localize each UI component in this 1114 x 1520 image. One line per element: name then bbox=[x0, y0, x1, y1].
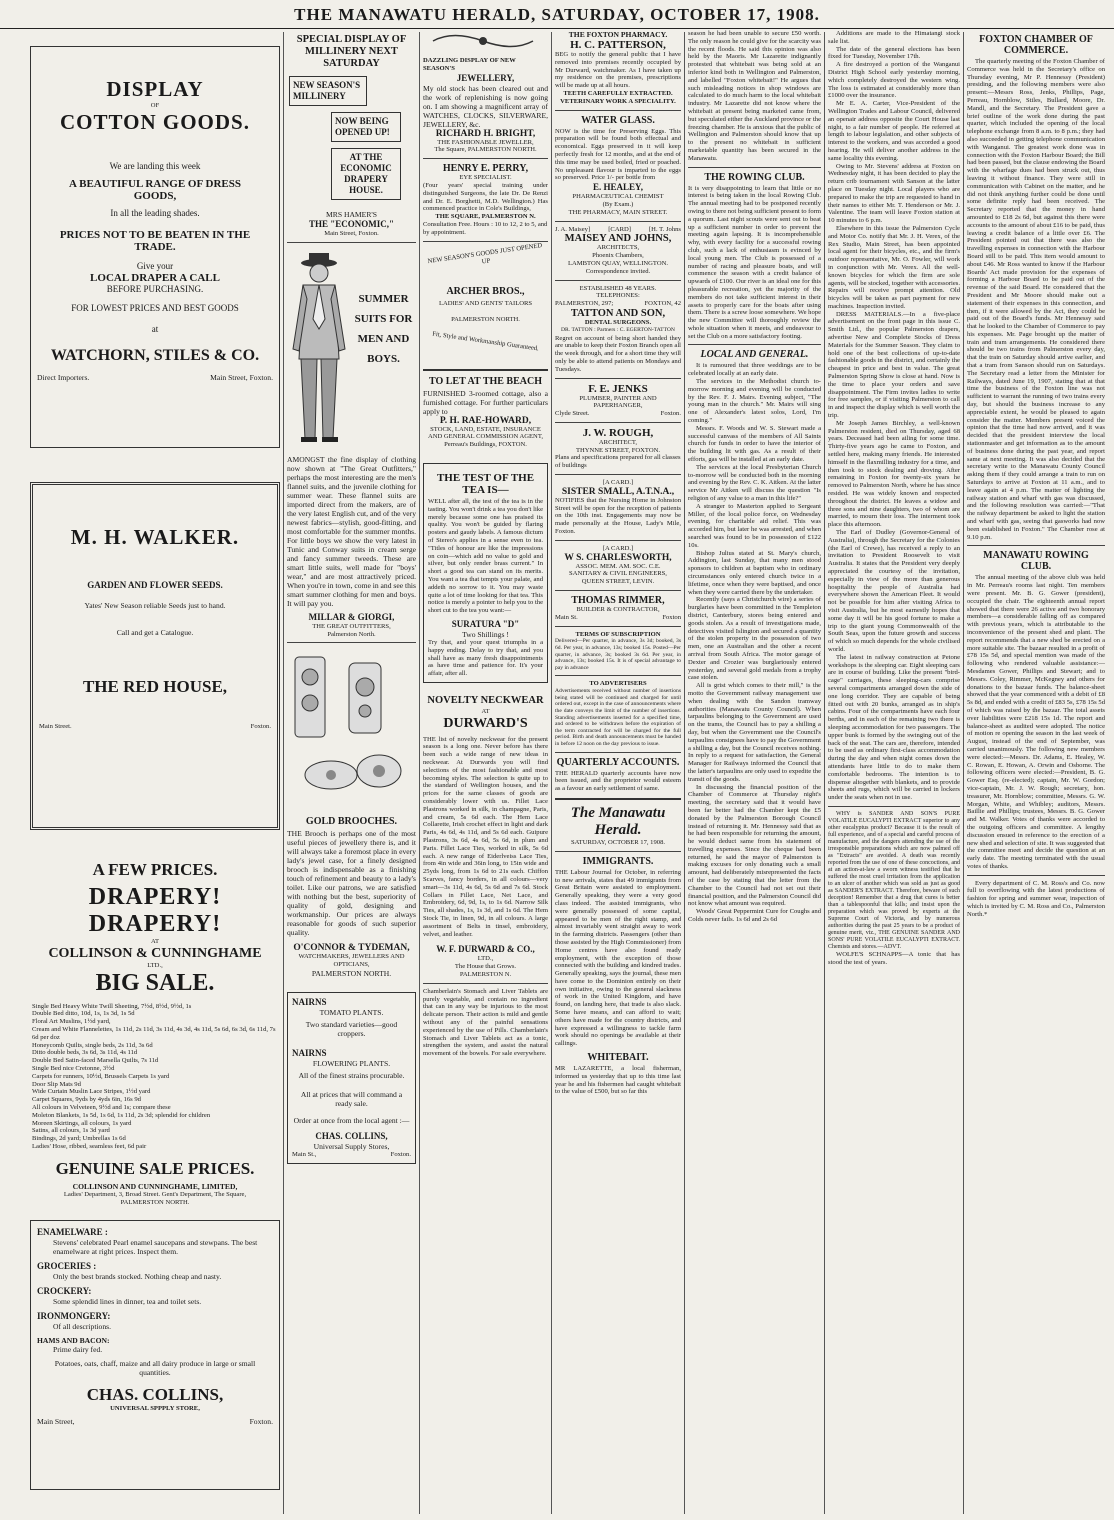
ad-text: Potatoes, oats, chaff, maize and all dairy produce in large or small quantities. bbox=[54, 1359, 256, 1378]
ad-title: JEWELLERY, bbox=[456, 72, 515, 83]
ad-text: STOCK, LAND, ESTATE, INSURANCE AND GENERAL COMMISSION AGENT, bbox=[427, 425, 544, 441]
ad-text: In all the leading shades. bbox=[110, 207, 200, 218]
article-text: The Earl of Dudley (Governor-General of Australia), through the Secretary for the Colonies (the Earl of Crewe), has received a reply to an invitation to President Roosevelt to visit Australia. It states that the President very deeply appreciated the courtesy of the invitation, especially in view of the more than generous hospitality the people of Australia had everywhere shown the American Fleet. It would not be possible for him after visiting Africa to visit Australia, but he most earnestly hopes that some day it will be his good fortune to make a trip to the giant young Commonwealth of the South Seas, upon the future growth and success of which so much depends for the whole civilised world. bbox=[828, 529, 960, 653]
price-list-item: Cream and White Flannelettes, 1s 11d, 2s 11d, 3s 11d, 4s 3d, 4s 11d, 5s 6d, 6s 3d, 6s 11d, 7s 6d per doz bbox=[32, 1025, 276, 1041]
ad-text: AT bbox=[150, 938, 160, 945]
article-text: WHY is SANDER AND SON'S PURE VOLATILE EUCALYPTI EXTRACT superior to any other eucalyptus product? Because it is the result of full experience, and of a special and careful process of manufacture, and the dangers attending the use of the irresponsible preparations which are now palmed off as "Extracts" are avoided. A death was recently reported from the use of one of these concoctions, and at an action-at-law a sworn witness testified that he suffered the most cruel irritation from the application to an ulcer of another which was sold as just as good as SANDER'S EXTRACT. Therefore, beware of such deception! Remember that a drug that cures is better than a tablespoonful that kills; and insist upon the preparation which was proved by experts at the Supreme Court of Victoria, and by numerous authorities during the past 25 years to be a product of genuine merit, viz., THE GENUINE SANDER AND SONS' PURE VOLATILE EUCALYPTI EXTRACT. Chemists and stores.—ADVT. bbox=[828, 810, 960, 950]
ad-business-name: MAISEY AND JOHNS, bbox=[564, 233, 672, 245]
ad-text: THE FASHIONABLE JEWELLER, bbox=[437, 138, 534, 146]
column-7 bbox=[967, 30, 1105, 1514]
ad-text: A BEAUTIFUL RANGE OF DRESS GOODS, bbox=[69, 177, 241, 202]
ad-text: PALMERSTON NORTH. bbox=[120, 1198, 190, 1206]
ad-text: NOTIFIES that the Nursing Home in Johnston Street will be open for the reception of patients on the 10th inst. Engagements may now be made personally at the House, Lady's Mile, Foxton. bbox=[555, 496, 681, 536]
article-heading: THE ROWING CLUB. bbox=[704, 171, 805, 183]
article-text: MR LAZARETTE, a local fisherman, informed us yesterday that up to this time last year he and his fishermen had caught whitebait to the value of £500, but so far this bbox=[555, 1065, 681, 1096]
article-text: Woods' Great Peppermint Cure for Coughs and Colds never fails. 1s 6d and 2s 6d bbox=[688, 908, 821, 924]
article-text: The annual meeting of the above club was held in Mr. Perreau's rooms last night. Ten members were present. Mr. B. G. Gower (president), occupied the chair. The eighteenth annual report showed that there were 26 active and two honorary members—a considerable falling off as compared with previous years, which is attributable to the inconvenience of the present shed and plant. The report recommends that a new shed be erected on a more suitable site. The bazaar resulted in a profit of £78 15s 5d, and special mention was made of the following who rendered valuable assistance:—Mesdames Gower, Phillips and Stewart; and to Messrs. Coley, Rimmer, McKegney and others for donations to the bazaar funds. The balance-sheet showed that the year commenced with a debit of £8 5s 8d, and ended with a credit of £83 5s, £78 15s 5d of which was raised by the bazaar. The total assets over liabilities were £218 15s 1d. The report and balance-sheet as audited were adopted. The notice of motion re opening the season in the last week of August, instead of the end of September, was carried unanimously. The following new members were elected:—Messrs. Dr. Adams, E. Healey, W. C. Rowan, E. Howan, A. Orwin and Osborne. The following officers were elected:—President, B. G. Gower Esq. (re-elected); captain, Mr. W. Gordon; vice-captain, Mr. J. W. Rough; secretary, hon. treasurer, Mr. Hornblow; committee, Messrs. G. W. Morgan, White, and Whibley; auditors, Messrs. Baillie and Phillips; trustees, Messrs. B. G. Gower and M. Walker. Votes of thanks were accorded to the outgoing officers and committee. A lengthy discussion ensued in reference to the erection of a new shed and selection of site. It was suggested that the committee meet and decide the question at an early date. The meeting terminated with the usual votes of thanks. bbox=[967, 574, 1105, 870]
price-list-item: Moreen Skirtings, all colours, 1s yard bbox=[32, 1119, 132, 1127]
article-text: It is very disappointing to learn that little or no interest is being taken in the local Rowing Club. The annual meeting had to be postponed recently owing to there not being sufficient present to form a quorum. Last night scouts were sent out to beat up a sufficient number in order to prevent the meeting again lapsing. It is incomprehensible why, with every facility for a successful rowing club, such a lack of enthusiasm is evinced by local young men. The Club is possessed of a number of racing and pleasure boats, and will commence the season with a credit balance of upwards of £100. Our river is an ideal one for this pleasurable recreation, yet the majority of the members do not take sufficient interest in their assets to properly care for the boats after using them. There is a screw loose somewhere. We hope the new Committee will thoroughly review the whole situation when it meets, and endeavour to set the Club on a more satisfactory footing. bbox=[688, 184, 821, 340]
column-6 bbox=[828, 30, 960, 1514]
ad-text: THE PHARMACY, MAIN STREET. bbox=[568, 208, 668, 216]
ad-title: BIG SALE. bbox=[95, 969, 215, 996]
ad-text: Foxton bbox=[662, 613, 681, 621]
ad-heading: CROCKERY: bbox=[37, 1286, 92, 1297]
column-rule bbox=[684, 32, 685, 1514]
article-text: Messrs. F. Woods and W. S. Stewart made a successful canvass of the members of All Saints church for funds in order to have the interior of the building lit with gas. As a result of their efforts, gas will be installed at an early date. bbox=[688, 424, 821, 464]
article-text: Mr Joseph James Birchley, a well-known Palmerston resident, died on Thursday, aged 68 years. Deceased had been ailing for some time. Thirty-five years ago he came to Foxton, and settled here, making many friends. He interested himself in the flaxmilling industry for a time, and then took to stock dealing and droving. After remaining in Foxton for twenty-six years he removed to Palmerston North, where he has since resided. He was widely known and respected throughout the district. He leaves a widow and three sons and nine daughters, two of whom are married, to mourn their loss. The interment took place this afternoon. bbox=[828, 419, 960, 529]
price-list-item: All colours in Velveteen, 9½d and 1s; compare these bbox=[32, 1103, 171, 1111]
price-list-item: Door Slip Mats 9d bbox=[32, 1080, 81, 1088]
ad-text: [H. T. Johns bbox=[648, 225, 681, 233]
ad-text: AMONGST the fine display of clothing now shown at "The Great Outfitters," perhaps the most interesting are the men's flannel suits, and the juvenile clothing for summer wear. These flannel suits are imported direct from the makers, are of the very latest English cut, and of the very newest fabrics—stylish, good-fitting, and most comfortable for the summer months. For little boys we show the very latest in Tunic and Conway suits in cream serge and fancy summer tweeds. These are smart little suits, well made for "boys' wear," and are most attractively priced. When you're in town, come in and see this smart summer clothing for men and boys. It will pay you. bbox=[287, 454, 416, 608]
ad-text: Correspondence invited. bbox=[585, 267, 651, 275]
ad-heading: TERMS OF SUBSCRIPTION bbox=[575, 630, 661, 638]
ad-text: Some splendid lines in dinner, tea and toilet sets. bbox=[53, 1297, 202, 1307]
ad-heading: HAMS AND BACON: bbox=[37, 1336, 110, 1346]
ad-text: Main Street, Foxton. bbox=[210, 372, 273, 382]
ad-text: Foxton. bbox=[249, 1417, 273, 1427]
column-rule bbox=[283, 32, 284, 1514]
ad-business-name: COLLINSON & CUNNINGHAME bbox=[48, 945, 262, 961]
ad-text: Yates' New Season reliable Seeds just to hand. bbox=[84, 601, 226, 610]
ad-business-name: J. W. ROUGH, bbox=[582, 426, 654, 439]
price-list-item: Carpets for runners, 10½d, Brussels Carpets 1s yard bbox=[32, 1072, 170, 1080]
ad-business-name: SISTER SMALL, A.T.N.A., bbox=[561, 486, 675, 497]
price-list-item: Single Bed nice Cretonne, 3½d bbox=[32, 1064, 115, 1072]
ad-business-name: RICHARD H. BRIGHT, bbox=[435, 128, 536, 139]
article-text: The quarterly meeting of the Foxton Chamber of Commerce was held in the Secretary's office on Thursday evening, Mr P. Hennessy (President) presiding, and the following members were also present:—Messrs Ross, Jenks, Phillips, Page, Perreau, Hornblow, Stiles, Bullard, Moore, Dr. Mandl, and the Secretary. The President gave a brief outline of the work done during the past quarter, which included the opening of the local telephone exchange from 8 a.m. to 8 p.m.; they had also succeeded in getting telephone communication with Wanganui. The greatest work done was in connection with the Foxton Harbour Board; the Bill had been passed, but the clause endowing the Board with the wharfage dues had been struck out, thus leaving it without finance. They were still in communication with Cabinet on the matter, and he did not think anything further could be done until some definite reply had been received. The Secretary reported that the money in hand amounted to £18 2s 6d, but against this there were accounts to the amount of about £16 to be paid, thus leaving a credit balance of a little over £6. The President pointed out that there was also the travelling expenses in connection with the Harbour Board still to be paid. This item would amount to about £46. Mr Ross wanted to know if the Harbour Boards' Act made provision for the expenses of forming a Harbour Board to be paid out of the revenue of the said Board. He considered that the President and Mr Moore should make out a statement of their expenses in this connection, and then, if it were allowed by the Act, they could be paid out of the Board's funds. Mr Hennessy said that he looked to the Chamber of Commerce to pay his expenses. Mr. Page brought up the matter of train and tram arrangements. He considered there should be two trains from Palmerston every day, that the train on Saturday should arrive earlier, and that a tram from Sanson should run on Saturdays. The Secretary read a letter from the Minister for Railways, dated June 19, 1907, stating that at that time the business of the Foxton line was not sufficient to warrant the running of two trains every day, but should the business increase to any appreciable extent, he would be pleased to again consider the matter. Members present voiced the opinion that the time had now arrived, and it was decided that the president interview the local stationmaster and get information as to the amount of business done during the past year, and report same at next meeting. It was also decided that the secretary write to the Manawatu County Council asking them if they could arrange a train to run on Saturdays to arrive at Foxton at 11 a.m., and to leave again at 4 p.m. The matter of lighting the railway station and wharf with gas was discussed, and the following resolution was carried:—"That the railway department be asked to light the station and wharf with gas, seeing that gasworks had now been established in Foxton." The Chamber rose at 9.10 p.m. bbox=[967, 58, 1105, 541]
ad-text: Perreau's Buildings, FOXTON. bbox=[444, 441, 527, 449]
ad-text: We are landing this week bbox=[109, 160, 201, 171]
ad-text: Plans and specifications prepared for all classes of buildings bbox=[555, 454, 681, 470]
ad-business-name: F. E. JENKS bbox=[588, 382, 648, 395]
ad-text: DENTAL SURGEONS. bbox=[584, 318, 652, 326]
ad-business-name: TATTON AND SON, bbox=[570, 307, 666, 319]
ad-text: Main Street, Foxton. bbox=[324, 230, 379, 237]
ad-business-name: MILLAR & GIORGI, bbox=[308, 611, 395, 622]
ad-business-name: THOMAS RIMMER, bbox=[571, 595, 665, 607]
ad-text: Stevens' celebrated Pearl enamel saucepans and stewpans. The best enamelware at right prices. Inspect them. bbox=[53, 1238, 258, 1257]
ad-business-name: CHAS. COLLINS, bbox=[86, 1385, 224, 1405]
ad-business-name: COLLINSON AND CUNNINGHAME, LIMITED, bbox=[72, 1181, 238, 1191]
price-list-item: Floral Art Muslins, 1½d yard, bbox=[32, 1018, 111, 1026]
article-text: Every department of C. M. Ross's and Co. now full to overflowing with the latest productions of fashion for spring and summer wear, inspection of which is invited by C. M. Ross and Co., Palmerston North.* bbox=[967, 879, 1105, 918]
ad-text: LTD., bbox=[477, 955, 494, 963]
article-text: season he had been unable to secure £50 worth. The only reason he could give for the scarcity was the recent floods. He said this opinion was also held by the Maoris. Mr Lazarette indignantly protested that whitebait was being sold at an inferior kind both in Wellington and Palmerston, and labelled "Foxton whitebait!" He argues that such misleading notices in shop windows are calculated to do much harm to the local whitebait industry. Mr Lazarette did not know where the whitebait at present being marketed came from, but speculated either the Auckland province or the freezing chamber. He is anxious that the public of Wellington and Palmerston should know that up to the present no whitebait in sufficient marketable quantity has been secured in the Manawatu. bbox=[688, 30, 821, 162]
ad-text: [A CARD.] bbox=[602, 479, 634, 487]
ad-collinson bbox=[30, 860, 280, 1206]
ad-text: FLOWERING PLANTS. bbox=[312, 1058, 391, 1068]
price-list-item: Ditto double beds, 3s 6d, 3s 11d, 4s 11d bbox=[32, 1049, 138, 1057]
ad-title: GOLD BROOCHES. bbox=[305, 816, 398, 828]
ad-title: DRAPERY! DRAPERY! bbox=[88, 884, 222, 937]
ad-watchorn bbox=[30, 46, 280, 448]
ad-business-name: O'CONNOR & TYDEMAN, bbox=[293, 943, 410, 954]
article-heading: FOXTON CHAMBER OF COMMERCE. bbox=[979, 34, 1093, 56]
ad-text: NOW BEING OPENED UP! bbox=[331, 112, 401, 142]
ad-text: Ladies' Department, 3, Broad Street. Gent's Department, The Square, bbox=[63, 1190, 247, 1198]
ad-text: ARCHITECTS, bbox=[596, 244, 640, 252]
ad-title: DISPLAY bbox=[106, 77, 204, 101]
ad-text: Direct Importers. bbox=[37, 372, 90, 382]
ad-text: OF bbox=[150, 102, 160, 109]
ad-archer bbox=[423, 241, 548, 364]
ad-text: Clyde Street. bbox=[555, 410, 590, 418]
ad-business-name: ARCHER BROS., bbox=[446, 285, 525, 297]
ad-nairns bbox=[287, 992, 416, 1164]
article-heading: LOCAL AND GENERAL. bbox=[700, 349, 809, 361]
ad-heading: ENAMELWARE : bbox=[37, 1227, 108, 1238]
article-heading: IMMIGRANTS. bbox=[582, 855, 654, 867]
ad-text: BUILDER & CONTRACTOR, bbox=[576, 606, 660, 614]
ad-text: Two Shillings ! bbox=[462, 629, 509, 639]
ad-text: Main St. bbox=[555, 613, 578, 621]
ad-text: Order at once from the local agent :— bbox=[293, 1115, 410, 1125]
ad-text: Phoenix Chambers, bbox=[592, 252, 644, 260]
article-text: The latest in railway construction at Petone workshops is the sleeping car. Eight sleeping cars are in course of building. Like the present "bird-cage" carriages, these sleeping-cars comprise several compartments arranged down the side of one long corridor. They are capable of being fitted out with 20 bunks, arranged as in ship's cabins. Four of the compartments have each four berths, and in each of the remaining two there is sleeping accommodation for two passengers. The upper bunk is formed by the swinging out of the back of the seat. The cars are, therefore, intended to be used as ordinary first-class accommodation during the day and when night comes down the attendants have little to do to make them comfortable bedrooms. The intention is to dispense altogether with blankets, and to provide sheets and rugs, which will be carried in lockers under the seats when not in use. bbox=[828, 653, 960, 802]
ad-business-name: CHAS. COLLINS, bbox=[315, 1130, 388, 1141]
ad-text: VETERINARY WORK A SPECIALITY. bbox=[560, 97, 676, 105]
article-text: THE HERALD quarterly accounts have now been issued, and the proprietor would esteem as a favour an early settlement of same. bbox=[555, 769, 681, 793]
ad-text: PLUMBER, PAINTER AND PAPERHANGER, bbox=[579, 394, 657, 410]
article-text: In discussing the financial position of the Chamber of Commerce at Thursday night's meeting, the secretary said that it would have been far better had the Chamber kept the £5 donated by the Palmerston Borough Council instead of returning it. Mr. Hennessy said that as he had been responsible for returning the amount, he would deduct same from his statement of travelling expenses. Since the cheque had been returned, he said the mayor of Palmerston is making excuses for only donating such a small amount, had deliberately misrepresented the facts of the case by stating that the letter from the Chamber to the Council had not set out their financial position, and the Palmerston Council did not know what amount was required. bbox=[688, 783, 821, 908]
ad-tea bbox=[423, 463, 548, 683]
price-list-item: Satins, all colours, 1s 3d yard bbox=[32, 1127, 110, 1135]
ad-business-name: WATCHORN, STILES & CO. bbox=[50, 346, 260, 364]
man-in-suit-illustration bbox=[287, 249, 351, 449]
column-4 bbox=[555, 30, 681, 1514]
paper-nameplate: The Manawatu Herald. bbox=[570, 804, 666, 838]
column-3 bbox=[423, 30, 548, 1514]
ad-collins bbox=[30, 1220, 280, 1490]
ad-text: Two standard varieties—good croppers. bbox=[305, 1019, 398, 1038]
ad-business-name: H. C. PATTERSON, bbox=[570, 39, 666, 51]
ad-text: My old stock has been cleared out and the work of replenishing is now going on. I am showing a magnificent array of WATCHES, CLOCKS, SILVERWARE, JEWELLERY, &c. bbox=[423, 83, 548, 129]
ad-text: LTD., bbox=[147, 961, 163, 969]
ad-text: WATCHMAKERS, JEWELLERS AND OPTICIANS, bbox=[298, 953, 405, 969]
article-heading: QUARTERLY ACCOUNTS. bbox=[556, 756, 680, 768]
column-rule bbox=[824, 32, 825, 1514]
article-text: Elsewhere in this issue the Palmerston Cycle and Motor Co. notify that Mr. J. H. Verex, of the Rex Studio, Main Street, has been appointed local agent for their bicycles, etc., and the firm's outdoor representative, Mr. O. Fowler, will work in conjunction with Mr. Verex. All the well-known bicycles for which the firm are sole agents, will be stocked, together with accessories. Repairs will receive prompt attention. Old bicycles will be taken as part payment for new machines. Inspection invited. bbox=[828, 224, 960, 310]
column-rule bbox=[551, 32, 552, 1514]
column-5 bbox=[688, 30, 821, 1514]
ad-title: SUMMER SUITS FOR MEN AND BOYS. bbox=[354, 292, 413, 365]
ad-text: Foxton. bbox=[250, 723, 271, 730]
ad-text: BEFORE PURCHASING. bbox=[106, 283, 204, 294]
ad-text: FOXTON, 42 bbox=[644, 300, 681, 308]
ad-text: [CARD] bbox=[608, 225, 631, 233]
ad-title: GENUINE SALE PRICES. bbox=[55, 1158, 255, 1178]
ad-text: MRS HAMER'S bbox=[326, 210, 377, 219]
ad-title: A FEW PRICES. bbox=[92, 860, 218, 879]
ad-text: UNIVERSAL SPPPLY STORE, bbox=[110, 1405, 200, 1413]
article-text: Mr E. A. Carter, Vice-President of the Wellington Trades and Labour Council, delivered an openair address opposite the Court House last night, to a fair number of people. He referred at length to labour legislation, and other subjects of interest to the workers, and was accorded a good hearing. He will deliver another address in the same locality this evening. bbox=[828, 100, 960, 162]
masthead: THE MANAWATU HERALD, SATURDAY, OCTOBER 17, 1908. bbox=[0, 0, 1114, 29]
ad-text: EYE SPECIALIST. bbox=[459, 174, 512, 182]
ad-text: Delivered—Per quarter, in advance, 3s 3d; booked, 3s 6d. Per year, in advance, 13s; booked 15s. Posted—Per quarter, in advance, 3s; booked 3s 6d. Per year, in advance, 13s; booked 15s. It is of special advantage to pay in advance bbox=[555, 638, 681, 671]
ad-text: All at prices that will command a ready sale. bbox=[300, 1089, 403, 1108]
article-text: Owing to Mr. Stevens' address at Foxton on Wednesday night, it has been decided to play the return crib tournament with Sanson at the latter place on Tuesday night. Local players who are prepared to make the trip are requested to hand in their names to either Mr. T. Henderson or Mr. J. Valentine. The team will leave Foxton station at 10 minutes to 6 p.m. bbox=[828, 162, 960, 225]
ad-text: BEG to notify the general public that I have removed into premises recently occupied by Mr Durward, watchmaker. As I have taken up my residence on the premises, prescriptions will be made up at all hours. bbox=[555, 51, 681, 90]
ad-title: THE FOXTON PHARMACY. bbox=[568, 30, 668, 39]
ad-text: PRICES NOT TO BE BEATEN IN THE TRADE. bbox=[59, 228, 251, 253]
ad-title: SURATURA "D" bbox=[451, 618, 520, 629]
article-text: A stranger to Masterton applied to Sergeant Miller, of the local police force, on Wednesday evening, for charitable aid relief. This was accorded him, but later he was arrested, and when searched was found to be in possession of £122 10s. bbox=[688, 502, 821, 549]
ad-heading: NAIRNS bbox=[292, 996, 327, 1007]
ad-title: WATER GLASS. bbox=[581, 114, 655, 126]
price-list-item: Moleton Blankets, 1s 5d, 1s 6d, 1s 11d, 2s 3d; splendid for children bbox=[32, 1111, 211, 1119]
ad-text: Main St., bbox=[292, 1150, 317, 1158]
ad-text: PALMERSTON, 297; bbox=[555, 300, 614, 308]
ad-text: PHARMACEUTICAL CHEMIST bbox=[572, 193, 664, 201]
article-text: It is rumoured that three weddings are to be celebrated locally at an early date. bbox=[688, 362, 821, 378]
ad-text: LADIES' AND GENTS' TAILORS bbox=[438, 299, 533, 307]
article-text: A fire destroyed a portion of the Wanganui District High School early yesterday morning, which completely destroyed the western wing. The loss is estimated at considerably more than £1000 over the insurance. bbox=[828, 61, 960, 100]
ad-text: Prime dairy fed. bbox=[53, 1345, 103, 1355]
ad-heading: TO ADVERTISERS bbox=[589, 680, 647, 688]
ad-text: Of all descriptions. bbox=[53, 1322, 111, 1332]
ad-text: PALMERSTON NORTH. bbox=[311, 968, 392, 978]
ad-text: Universal Supply Stores, bbox=[313, 1141, 390, 1151]
price-list-item: Honeycomb Quilts, single beds, 2s 11d, 3s 6d bbox=[32, 1041, 153, 1049]
ad-text: TOMATO PLANTS. bbox=[319, 1007, 384, 1017]
ad-text: SANITARY & CIVIL ENGINEERS, bbox=[569, 570, 667, 578]
ad-heading: GROCERIES : bbox=[37, 1261, 97, 1272]
ad-business-name: M. H. WALKER. bbox=[70, 525, 240, 549]
ad-text: ESTABLISHED 48 YEARS. bbox=[579, 284, 657, 292]
ad-text: Give your bbox=[136, 260, 174, 271]
ad-text: FOR LOWEST PRICES AND BEST GOODS bbox=[71, 302, 239, 313]
ad-heading: NAIRNS bbox=[292, 1047, 327, 1058]
ad-text: AT THE ECONOMIC DRAPERY HOUSE. bbox=[331, 148, 401, 200]
ad-text: TEETH CAREFULLY EXTRACTED. bbox=[563, 89, 673, 97]
ad-text: [A CARD.] bbox=[602, 544, 634, 552]
ad-text: at bbox=[151, 323, 159, 334]
ad-text: AT bbox=[481, 707, 490, 715]
ad-title: THE RED HOUSE, bbox=[82, 677, 228, 696]
ad-business-name: W S. CHARLESWORTH, bbox=[564, 552, 672, 563]
ad-text: The Square, PALMERSTON NORTH. bbox=[434, 146, 537, 154]
ad-text: (By Exam.) bbox=[602, 200, 634, 208]
ad-title: TO LET AT THE BEACH bbox=[428, 375, 542, 387]
article-heading: WHITEBAIT. bbox=[587, 1052, 649, 1064]
price-list-item: Single Bed Heavy White Twill Sheeting, 7½d, 8½d, 9½d, 1s bbox=[32, 1002, 192, 1010]
article-text: WOLFE'S SCHNAPPS—A tonic that has stood the test of years. bbox=[828, 950, 960, 966]
article-text: All is grist which comes to their mill," is the motto the Government railway management use when dealing with the Sandon tramway authorities (Manawatu County Council). When tarpaulins belonging to the Government are used on the trams, the Council has to pay a shilling a day, but when the Government use the Council's tarpaulins consignees have to pay the Government a shilling a day, but the Council receives nothing. In reply to a request for satisfaction, the General Manager for Railways informed the Council that the latter's tarpaulins are only used to expedite the transit of the goods. bbox=[688, 682, 821, 783]
article-text: DRESS MATERIALS.—In a five-place advertisement on the front page in this issue C. Smith Ltd., the popular Palmerston drapers, advertise New and Complete Stocks of Dress Materials for the Summer Season. They claim to hold one of the best collections of up-to-date fashionable goods in the district, and certainly the cheapest in price and best in value. The great Palmerston Spring Show is close at hand. Now is the time to place your orders and save disappointment. The Firm invites ladies to write for free samples, or if visiting Palmerston to call in and inspect the display which is well worth the trip. bbox=[828, 310, 960, 420]
article-text: Bishop Julius stated at St. Mary's church, Addington, last Sunday, that many men stood sponsors to children at baptism who in ordinary circumstances only entered church twice in a lifetime, once when they were baptised, and once when they were carried there by the undertaker. bbox=[688, 549, 821, 596]
ad-text: THE Brooch is perhaps one of the most useful pieces of jewellery there is, and it will always take a foremost place in every lady's jewel case, for a finely designed brooch is indispensable as a finishing touch of refinement and beauty to a lady's toilet. Like our patrons, we are satisfied with nothing but the best, superiority of quality of gold, designing and workmanship. Our prices are always reasonable for goods of such superior quality. bbox=[287, 829, 416, 938]
ad-business-name: HENRY E. PERRY, bbox=[442, 163, 529, 175]
ad-text: DAZZLING DISPLAY OF NEW SEASON'S bbox=[423, 57, 516, 72]
article-heading: MANAWATU ROWING CLUB. bbox=[983, 550, 1089, 573]
ad-text: NEW SEASON'S MILLINERY bbox=[289, 76, 367, 106]
ad-text: LOCAL DRAPER A CALL bbox=[90, 271, 220, 284]
ad-title: COTTON GOODS. bbox=[60, 109, 250, 134]
ad-text: Call and get a Catalogue. bbox=[116, 628, 194, 637]
article-text: THE Labour Journal for October, in referring to new arrivals, states that 49 immigrants from Great Britain were assisted to employment. Generally speaking, they were a very good class indeed. The assisted immigrants, who were generally possessed of some capital, appeared to be men of the right stamp, and almost invariably went straight away to work in the farming districts. Passengers (other than those assisted by the High Commissioner) from Home centres have also found ready employment, with the exception of those connected with the building and kindred trades. Generally speaking, says the journal, these men have come to the Dominion entirely on their own initiative, owing to the general slackness of work in the United Kingdom, and have found, on landing here, that trade is also slack. Some have means, and can afford to wait; others have made for the country districts, and have expressed a willingness to tackle farm work should no openings be available at their callings. bbox=[555, 868, 681, 1048]
ad-text: ARCHITECT, bbox=[598, 438, 638, 446]
ad-text: (Four years' special training under distinguished Surgeons, the late Dr. De Renzi and Dr. E. Borghetti, M.D. Wellington.) Has commenced practice in Cole's Buildings, bbox=[423, 181, 548, 213]
price-list bbox=[30, 1003, 280, 1151]
ad-business-name: THE "ECONOMIC," bbox=[309, 219, 394, 229]
column-2 bbox=[287, 30, 416, 1514]
ad-text: Advertisements received without number of insertions being stated will be continued and charged for until ordered out, except in the case of announcements where the date conveys the limit of the number of insertions. Standing advertisements inserted for a specified time, and ordered to be withdrawn before the expiration of the term contracted for will be charged for the full period. Birth and death announcements must be handed in before 12 noon on the day previous to issue. bbox=[555, 688, 681, 747]
ad-text: NOW is the time for Preserving Eggs. This preparation will be found both effectual and economical. Eggs preserved in it will keep perfectly fresh for 12 months, and at the end of this time may be used boiled, fried or poached. No unpleasant flavour is imparted to the eggs so preserved. Price 1/- per bottle from bbox=[555, 127, 681, 182]
ad-title: NOVELTY NECKWEAR bbox=[427, 694, 544, 706]
ad-text: NEW SEASON'S GOODS JUST OPENED UP bbox=[427, 241, 543, 265]
ad-text: Foxton. bbox=[660, 410, 681, 418]
ad-text: LAMBTON QUAY, WELLINGTON. bbox=[567, 259, 668, 267]
price-list-item: Bindings, 2d yard; Umbrellas 1s 6d bbox=[32, 1135, 126, 1143]
ad-text: TELEPHONES: bbox=[596, 292, 640, 300]
article-text: The services in the Methodist church to-morrow morning and evening will be conducted by the Rev. F. J. Mairs. Evening subject, "The young man in the church." Mr. Mairs will sing one of Alexander's latest solos, Lord, I'm coming." bbox=[688, 378, 821, 425]
price-list-item: Double Bed Satin-faced Marsella Quilts, 7s 11d bbox=[32, 1057, 159, 1065]
article-text: Recently (says a Christchurch wire) a series of burglaries have been committed in the Templeton district, Canterbury, stores being entered and goods stolen. As a result of investigations made, detectives visited Islington and secured a quantity of the stolen property in the possession of two men, one an Australian and the other a recent arrival from South Africa. The motor garage of Dexter and Crozier was burglariously entered yesterday, and several gold medals from a trophy case stolen. bbox=[688, 596, 821, 682]
article-text: The services at the local Presbyterian Church to-morrow will be conducted both in the morning and evening by the Rev. C. K. Aitken. At the latter service Mr Aitken will discuss the question "Is religion of any value to a man in this life?" bbox=[688, 463, 821, 503]
ad-text: Main Street. bbox=[39, 723, 72, 730]
ad-heading: IRONMONGERY: bbox=[37, 1311, 111, 1322]
ad-text: DR. TATTON : Partners : C. EGERTON-TATTON bbox=[561, 326, 675, 333]
ad-business-name: DURWARD'S bbox=[443, 715, 528, 731]
ad-text: Try that, and your quest triumphs in a happy ending. Delay to try that, and you shall have as many fresh disappointments as have time and patience for. It's your affair, after all. bbox=[428, 638, 543, 678]
ornament-icon bbox=[423, 30, 543, 52]
ad-business-name: E. HEALEY, bbox=[593, 182, 643, 193]
ad-text: FURNISHED 3-roomed cottage, also a furnished cottage. For further particulars apply to bbox=[423, 388, 548, 416]
ad-text: Chamberlain's Stomach and Liver Tablets are purely vegetable, and contain no ingredient that can in any way be injurious to the most delicate person. Their action is mild and gentle without any of the painful sensations experienced by the use of Pills. Chamberlain's Stomach and Liver Tablets act as a tonic, strengthen the system, and assist the natural movement of the bowels. For sale everywhere. bbox=[423, 987, 548, 1058]
ad-text: Regret on account of being short handed they are unable to keep their Foxton Branch open all the week through, and for a short time they will only be able to attend patients on Mondays and Tuesdays. bbox=[555, 334, 681, 373]
ad-title: THE TEST OF THE TEA IS— bbox=[436, 471, 535, 496]
ad-text: WELL after all, the test of the tea is in the tasting. You won't drink a tea you don't like merely because some one has praised its quality. You won't be guided by flaring posters and gaudy labels. A famous dictum of Stereo's applies in a sense even to tea. "Titles of honour are like the impressions on coin—which add no value to gold and silver, but only render brass current." In short a good tea can stand on its merits. You want a tea that tempts your palate, and addeth no sorrow to it. You may waste quite a lot of time looking for that tea. This notice is merely a pointer to help you to the short cut to the tea you want:— bbox=[428, 497, 543, 615]
ad-title: SPECIAL DISPLAY OF MILLINERY NEXT SATURDAY bbox=[296, 34, 407, 69]
ad-business-name: W. F. DURWARD & CO., bbox=[436, 944, 535, 955]
ad-business-name: P. H. RAE-HOWARD, bbox=[439, 415, 532, 426]
ad-text: THE SQUARE, PALMERSTON N. bbox=[435, 213, 536, 221]
ad-text: The House that Grows. bbox=[454, 963, 517, 971]
ad-text: All of the finest strains procurable. bbox=[298, 1070, 405, 1080]
ad-text: ASSOC. MEM. AM. SOC. C.E. bbox=[575, 562, 661, 570]
ad-text: Fit, Style and Workmanship Guaranteed. bbox=[431, 330, 540, 353]
ad-walker bbox=[30, 482, 280, 830]
ad-text: PALMERSTON N. bbox=[459, 971, 512, 978]
price-list-item: Wide Curtain Muslin Lace Stripes, 1½d yard bbox=[32, 1088, 151, 1096]
column-1 bbox=[30, 30, 280, 1514]
issue-date: SATURDAY, OCTOBER 17, 1908. bbox=[570, 838, 666, 846]
ad-text: Foxton. bbox=[390, 1150, 411, 1158]
article-text: Additions are made to the Himatangi stock sale list. bbox=[828, 30, 960, 45]
ad-text: THE GREAT OUTFITTERS, bbox=[312, 622, 391, 630]
price-list-item: Double Bed ditto, 10d, 1s, 1s 3d, 1s 5d bbox=[32, 1010, 135, 1018]
ad-text: Main Street, bbox=[37, 1417, 75, 1427]
ad-text: Palmerston North. bbox=[327, 630, 376, 638]
ad-text: THYNNE STREET, FOXTON. bbox=[575, 446, 660, 454]
ad-text: Only the best brands stocked. Nothing cheap and nasty. bbox=[53, 1272, 222, 1282]
ad-text: J. A. Maisey] bbox=[555, 225, 591, 233]
ad-text: Consultation Free. Hours : 10 to 12, 2 to 5, and by appointment. bbox=[423, 220, 548, 236]
ad-text: GARDEN AND FLOWER SEEDS. bbox=[87, 580, 223, 590]
ad-text: QUEEN STREET, LEVIN. bbox=[581, 578, 655, 586]
price-list-item: Ladies' Hose, ribbed, seamless feet, 6d pair bbox=[32, 1142, 147, 1150]
ad-text: PALMERSTON NORTH. bbox=[451, 315, 520, 323]
price-list-item: Carpet Squares, 9yds by 4yds 6in, 16s 9d bbox=[32, 1096, 141, 1104]
brooch-illustration bbox=[287, 647, 412, 807]
column-rule bbox=[963, 32, 964, 1514]
column-rule bbox=[419, 32, 420, 1514]
ad-text: THE list of novelty neckwear for the present season is a long one. Never before has there been such a wide range of new ideas in neckwear. At Durwards you will find selections of the most fashionable and most becoming styles. The selection is quite up to the standard of Wellington houses, and the prices for the same classes of goods are considerably lower with us. Fillet Lace Plastrons worked in silk, in champagne, Paris, and cream, 5s 6d each. The Hem Lace Collarette, Irish crochet effect in light and dark Paris, 4s 6d, 4s 11d, and 5s 6d each. Guipure Plastrons, 3s 6d, 4s 6d, 5s 6d, in plum and Paris. Fillet Lace Ties, worked in silk, 5s 6d each. A new range of Eiderlveiss Lace Ties, from 4in wide and 36in long, to 15in wide and 25yds long, from 1s 6d to 21s each. Chiffon Scarves, fancy borders, in all colours—very smart—3s 11d, 4s 6d, 5s 6d and 7s 6d. Stock Collars in Fillet Lace, Net Lace, and Embroidery, 6d, 9d, 1s, to 1s 6d. Narrow Silk Ties, all shades, 1s, 1s 3d, and 1s 6d. The Hem Stock Tie, in linen, 9d, in all colours. A large assortment of Belts in tinsel, embroidery, velvet, and leather. bbox=[423, 735, 548, 938]
article-text: The date of the general elections has been fixed for Tuesday, November 17th. bbox=[828, 45, 960, 61]
